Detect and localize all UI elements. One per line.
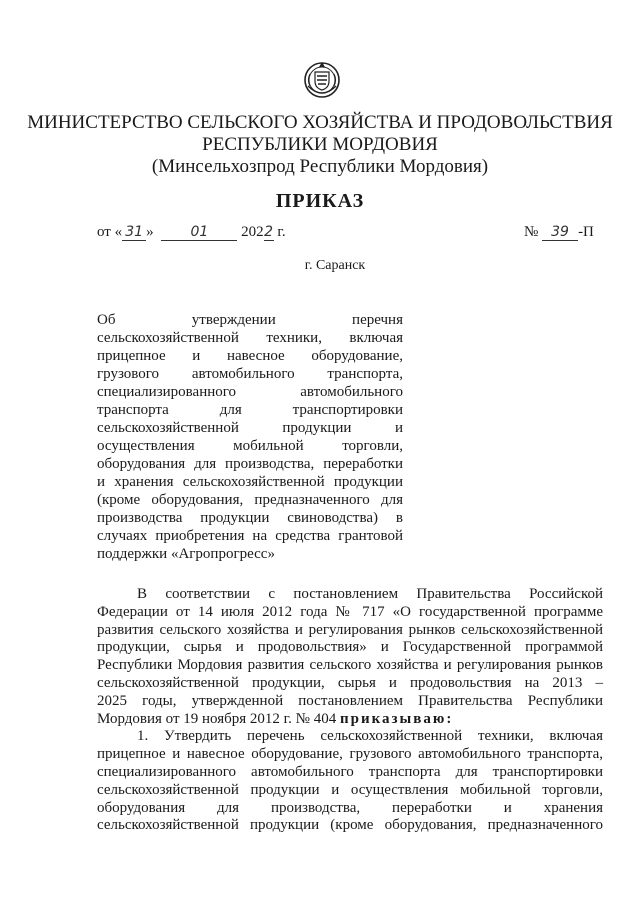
body-line: 1. Утвердить перечень сельскохозяйственной техники, включая — [137, 728, 603, 745]
subject-line: сельскохозяйственной продукции и — [97, 420, 403, 436]
order-word-colon: : — [446, 710, 454, 727]
body-line: сельскохозяйственной продукции и осуществления мобильной торговли, — [97, 781, 603, 798]
body-line: сельскохозяйственной продукции (кроме оборудования, предназначенного — [97, 817, 603, 834]
order-number — [524, 224, 594, 241]
order-word: приказываю — [339, 710, 447, 727]
body-line: развития сельского хозяйства и регулирования рынков сельскохозяйственной — [97, 621, 603, 638]
subject-line: осуществления мобильной торговли, — [97, 438, 403, 454]
subject-line: случаях приобретения на средства грантовой — [97, 528, 403, 544]
body-line: сельскохозяйственной продукции, сырья и продовольствия на 2013 – — [97, 674, 603, 691]
order-subject — [97, 311, 403, 563]
subject-line: прицепное и навесное оборудование, — [97, 348, 403, 364]
order-body — [97, 586, 603, 835]
subject-line: производства продукции свиноводства) в — [97, 510, 403, 526]
subject-line: сельскохозяйственной техники, включая — [97, 330, 403, 346]
body-line: 2025 годы, утвержденной постановлением Правительства Республики — [97, 692, 603, 709]
city-label: г. Саранск — [304, 258, 366, 273]
date-prefix: от « — [97, 224, 123, 240]
number-suffix: -П — [578, 224, 594, 240]
body-line: продукции, сырья и продовольствия» и Государственной программой — [97, 639, 603, 656]
number-prefix: № — [524, 224, 539, 240]
body-line: Мордовия от 19 ноября 2012 г. № 404 — [97, 710, 337, 727]
body-line: оборудования для производства, переработки и хранения — [97, 799, 603, 816]
ministry-heading — [0, 112, 640, 178]
body-line: специализированного автомобильного транспорта для транспортировки — [97, 763, 603, 780]
order-date — [97, 224, 286, 241]
subject-line: оборудования для производства, переработки — [97, 456, 403, 472]
date-year-prefix: 202 — [241, 224, 264, 240]
date-day: 31 — [122, 225, 146, 241]
subject-line: грузового автомобильного транспорта, — [97, 366, 403, 382]
date-month: 01 — [161, 225, 237, 241]
body-line: В соответствии с постановлением Правительства Российской — [137, 586, 603, 602]
ministry-short-name: (Минсельхозпрод Республики Мордовия) — [151, 156, 489, 177]
number-value: 39 — [542, 225, 578, 241]
ministry-name-line2: РЕСПУБЛИКИ МОРДОВИЯ — [202, 134, 438, 155]
body-line-order — [97, 711, 603, 729]
subject-line: специализированного автомобильного — [97, 384, 403, 400]
order-title: ПРИКАЗ — [275, 190, 365, 212]
subject-line: транспорта для транспортировки — [97, 402, 403, 418]
body-line: Федерации от 14 июля 2012 года № 717 «О государственной программе — [97, 603, 603, 620]
subject-line: поддержки «Агропрогресс» — [97, 546, 275, 562]
subject-line: и хранения сельскохозяйственной продукции — [97, 474, 403, 490]
date-suffix: г. — [277, 224, 286, 240]
date-year-digit: 2 — [264, 224, 274, 240]
subject-line: Об утверждении перечня — [97, 312, 403, 328]
body-line: прицепное и навесное оборудование, грузового автомобильного транспорта, — [97, 746, 603, 763]
ministry-name-line1: МИНИСТЕРСТВО СЕЛЬСКОГО ХОЗЯЙСТВА И ПРОДОВОЛЬСТВИЯ — [27, 112, 613, 133]
subject-line: (кроме оборудования, предназначенного для — [97, 492, 403, 508]
date-mid: » — [146, 224, 154, 240]
body-line: Республики Мордовия развития сельского хозяйства и регулирования рынков — [97, 657, 603, 674]
coat-of-arms-icon — [302, 58, 342, 100]
